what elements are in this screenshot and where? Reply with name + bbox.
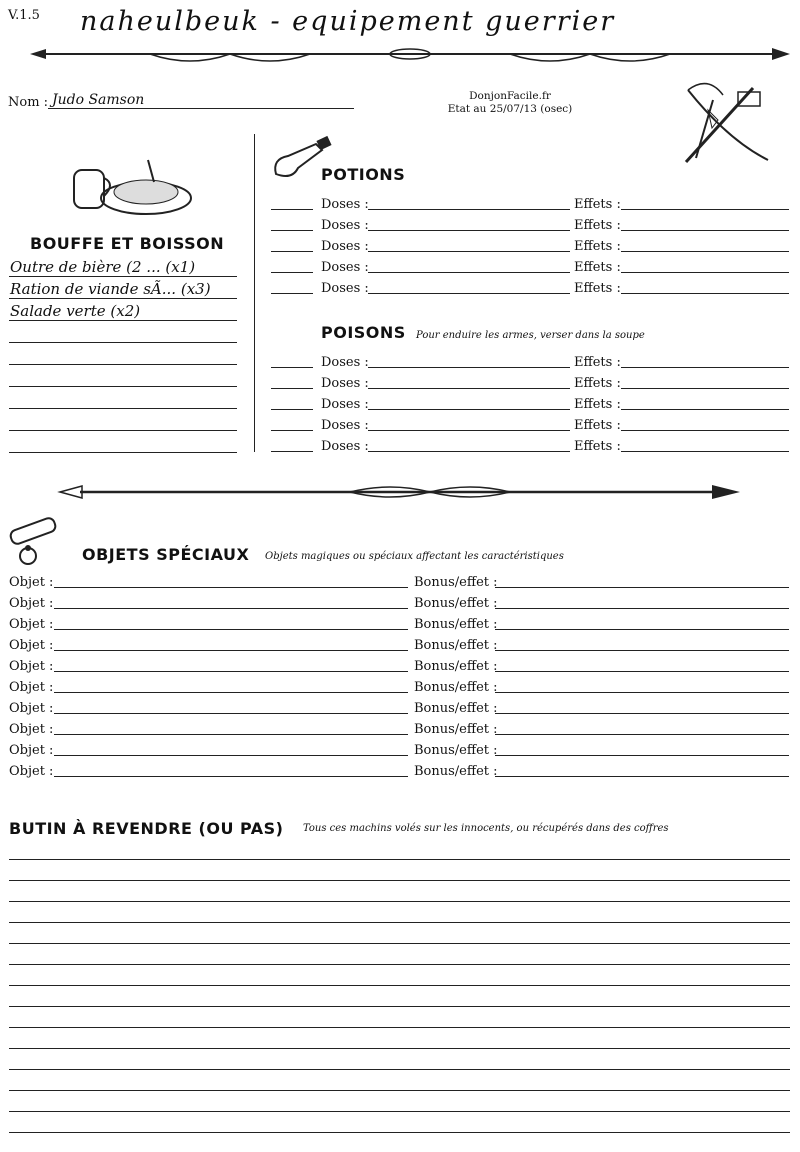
potions-doses-field[interactable]	[368, 230, 570, 231]
crossed-weapons-icon	[668, 80, 778, 170]
poisons-doses-field[interactable]	[368, 409, 570, 410]
special-objet-label: Objet :	[9, 743, 54, 758]
special-objet-field[interactable]	[54, 629, 408, 630]
poisons-heading: POISONS	[321, 323, 406, 342]
poisons-doses-field[interactable]	[368, 367, 570, 368]
staff-divider-icon	[60, 482, 740, 502]
food-line	[9, 276, 237, 277]
poisons-doses-label: Doses :	[321, 439, 369, 454]
special-objet-field[interactable]	[54, 650, 408, 651]
poisons-effets-label: Effets :	[574, 418, 621, 433]
poisons-note: Pour enduire les armes, verser dans la soupe	[416, 330, 645, 341]
potions-quantity-line[interactable]	[271, 209, 313, 210]
food-line	[9, 342, 237, 343]
special-bonus-field[interactable]	[495, 755, 789, 756]
special-note: Objets magiques ou spéciaux affectant les caractéristiques	[265, 551, 564, 562]
special-heading: OBJETS SPÉCIAUX	[82, 545, 250, 564]
special-objet-field[interactable]	[54, 692, 408, 693]
loot-line[interactable]	[9, 859, 790, 860]
special-bonus-label: Bonus/effet :	[414, 722, 498, 737]
potions-effets-label: Effets :	[574, 281, 621, 296]
special-bonus-field[interactable]	[495, 692, 789, 693]
potions-doses-label: Doses :	[321, 239, 369, 254]
loot-line[interactable]	[9, 901, 790, 902]
special-bonus-label: Bonus/effet :	[414, 617, 498, 632]
poisons-effets-field[interactable]	[621, 409, 789, 410]
spear-divider-icon	[30, 44, 790, 68]
special-objet-field[interactable]	[54, 776, 408, 777]
food-plate-icon	[66, 150, 196, 220]
special-bonus-label: Bonus/effet :	[414, 596, 498, 611]
poisons-doses-label: Doses :	[321, 355, 369, 370]
food-item[interactable]: Ration de viande sÃ... (x3)	[10, 280, 211, 298]
name-line	[48, 108, 354, 109]
special-bonus-label: Bonus/effet :	[414, 743, 498, 758]
potions-doses-label: Doses :	[321, 281, 369, 296]
poisons-effets-label: Effets :	[574, 397, 621, 412]
food-line	[9, 408, 237, 409]
special-bonus-label: Bonus/effet :	[414, 659, 498, 674]
potions-effets-field[interactable]	[621, 251, 789, 252]
food-line	[9, 320, 237, 321]
potions-doses-field[interactable]	[368, 209, 570, 210]
special-objet-label: Objet :	[9, 680, 54, 695]
loot-line[interactable]	[9, 1027, 790, 1028]
special-objet-label: Objet :	[9, 659, 54, 674]
loot-heading: BUTIN À REVENDRE (OU PAS)	[9, 819, 284, 838]
food-line	[9, 364, 237, 365]
loot-line[interactable]	[9, 1048, 790, 1049]
poisons-effets-label: Effets :	[574, 355, 621, 370]
poisons-quantity-line[interactable]	[271, 430, 313, 431]
food-line	[9, 430, 237, 431]
food-line	[9, 386, 237, 387]
special-bonus-label: Bonus/effet :	[414, 638, 498, 653]
poisons-quantity-line[interactable]	[271, 451, 313, 452]
potions-quantity-line[interactable]	[271, 251, 313, 252]
potions-heading: POTIONS	[321, 165, 406, 184]
special-objet-field[interactable]	[54, 713, 408, 714]
special-bonus-field[interactable]	[495, 776, 789, 777]
potions-doses-label: Doses :	[321, 260, 369, 275]
potions-doses-label: Doses :	[321, 218, 369, 233]
potions-doses-field[interactable]	[368, 251, 570, 252]
loot-line[interactable]	[9, 1132, 790, 1133]
poisons-doses-label: Doses :	[321, 418, 369, 433]
food-item[interactable]: Salade verte (x2)	[10, 302, 141, 320]
potions-effets-field[interactable]	[621, 293, 789, 294]
poisons-doses-field[interactable]	[368, 451, 570, 452]
loot-line[interactable]	[9, 880, 790, 881]
page-title: naheulbeuk - equipement guerrier	[80, 6, 616, 37]
special-objet-label: Objet :	[9, 575, 54, 590]
poisons-effets-field[interactable]	[621, 451, 789, 452]
loot-line[interactable]	[9, 985, 790, 986]
loot-note: Tous ces machins volés sur les innocents, ou récupérés dans des coffres	[303, 823, 669, 834]
special-bonus-label: Bonus/effet :	[414, 764, 498, 779]
potions-doses-field[interactable]	[368, 272, 570, 273]
version-label: V.1.5	[8, 8, 40, 23]
potions-quantity-line[interactable]	[271, 293, 313, 294]
special-objet-field[interactable]	[54, 671, 408, 672]
potions-effets-label: Effets :	[574, 260, 621, 275]
potions-quantity-line[interactable]	[271, 230, 313, 231]
loot-line[interactable]	[9, 943, 790, 944]
special-objet-label: Objet :	[9, 617, 54, 632]
special-bonus-field[interactable]	[495, 629, 789, 630]
loot-line[interactable]	[9, 964, 790, 965]
special-bonus-field[interactable]	[495, 587, 789, 588]
special-bonus-label: Bonus/effet :	[414, 575, 498, 590]
special-bonus-field[interactable]	[495, 671, 789, 672]
potions-effets-field[interactable]	[621, 209, 789, 210]
food-line	[9, 298, 237, 299]
special-objet-label: Objet :	[9, 596, 54, 611]
special-objet-field[interactable]	[54, 608, 408, 609]
poisons-quantity-line[interactable]	[271, 388, 313, 389]
special-objet-field[interactable]	[54, 755, 408, 756]
special-bonus-field[interactable]	[495, 650, 789, 651]
potions-effets-label: Effets :	[574, 197, 621, 212]
special-bonus-label: Bonus/effet :	[414, 701, 498, 716]
scroll-ring-icon	[6, 518, 78, 568]
poisons-effets-label: Effets :	[574, 439, 621, 454]
name-label: Nom :	[8, 95, 49, 110]
site-label: DonjonFacile.fr	[469, 90, 551, 102]
food-item[interactable]: Outre de bière (2 ... (x1)	[10, 258, 196, 276]
poisons-doses-label: Doses :	[321, 397, 369, 412]
poisons-doses-field[interactable]	[368, 430, 570, 431]
poisons-quantity-line[interactable]	[271, 367, 313, 368]
loot-line[interactable]	[9, 1090, 790, 1091]
special-bonus-field[interactable]	[495, 734, 789, 735]
food-heading: BOUFFE ET BOISSON	[30, 234, 225, 253]
loot-line[interactable]	[9, 1111, 790, 1112]
potions-doses-field[interactable]	[368, 293, 570, 294]
special-objet-label: Objet :	[9, 701, 54, 716]
poisons-effets-field[interactable]	[621, 367, 789, 368]
special-objet-label: Objet :	[9, 722, 54, 737]
special-bonus-label: Bonus/effet :	[414, 680, 498, 695]
potions-quantity-line[interactable]	[271, 272, 313, 273]
status-label: Etat au 25/07/13 (osec)	[447, 103, 573, 115]
column-divider	[254, 134, 255, 452]
poisons-quantity-line[interactable]	[271, 409, 313, 410]
special-objet-field[interactable]	[54, 587, 408, 588]
name-value[interactable]: Judo Samson	[52, 92, 145, 108]
poisons-effets-field[interactable]	[621, 388, 789, 389]
special-objet-field[interactable]	[54, 734, 408, 735]
special-bonus-field[interactable]	[495, 608, 789, 609]
special-objet-label: Objet :	[9, 638, 54, 653]
loot-line[interactable]	[9, 1006, 790, 1007]
poisons-doses-label: Doses :	[321, 376, 369, 391]
poisons-doses-field[interactable]	[368, 388, 570, 389]
poisons-effets-field[interactable]	[621, 430, 789, 431]
special-objet-label: Objet :	[9, 764, 54, 779]
special-bonus-field[interactable]	[495, 713, 789, 714]
potions-effets-field[interactable]	[621, 272, 789, 273]
potions-effets-field[interactable]	[621, 230, 789, 231]
food-line	[9, 452, 237, 453]
loot-line[interactable]	[9, 922, 790, 923]
potions-doses-label: Doses :	[321, 197, 369, 212]
loot-line[interactable]	[9, 1069, 790, 1070]
potions-effets-label: Effets :	[574, 218, 621, 233]
potions-effets-label: Effets :	[574, 239, 621, 254]
poisons-effets-label: Effets :	[574, 376, 621, 391]
